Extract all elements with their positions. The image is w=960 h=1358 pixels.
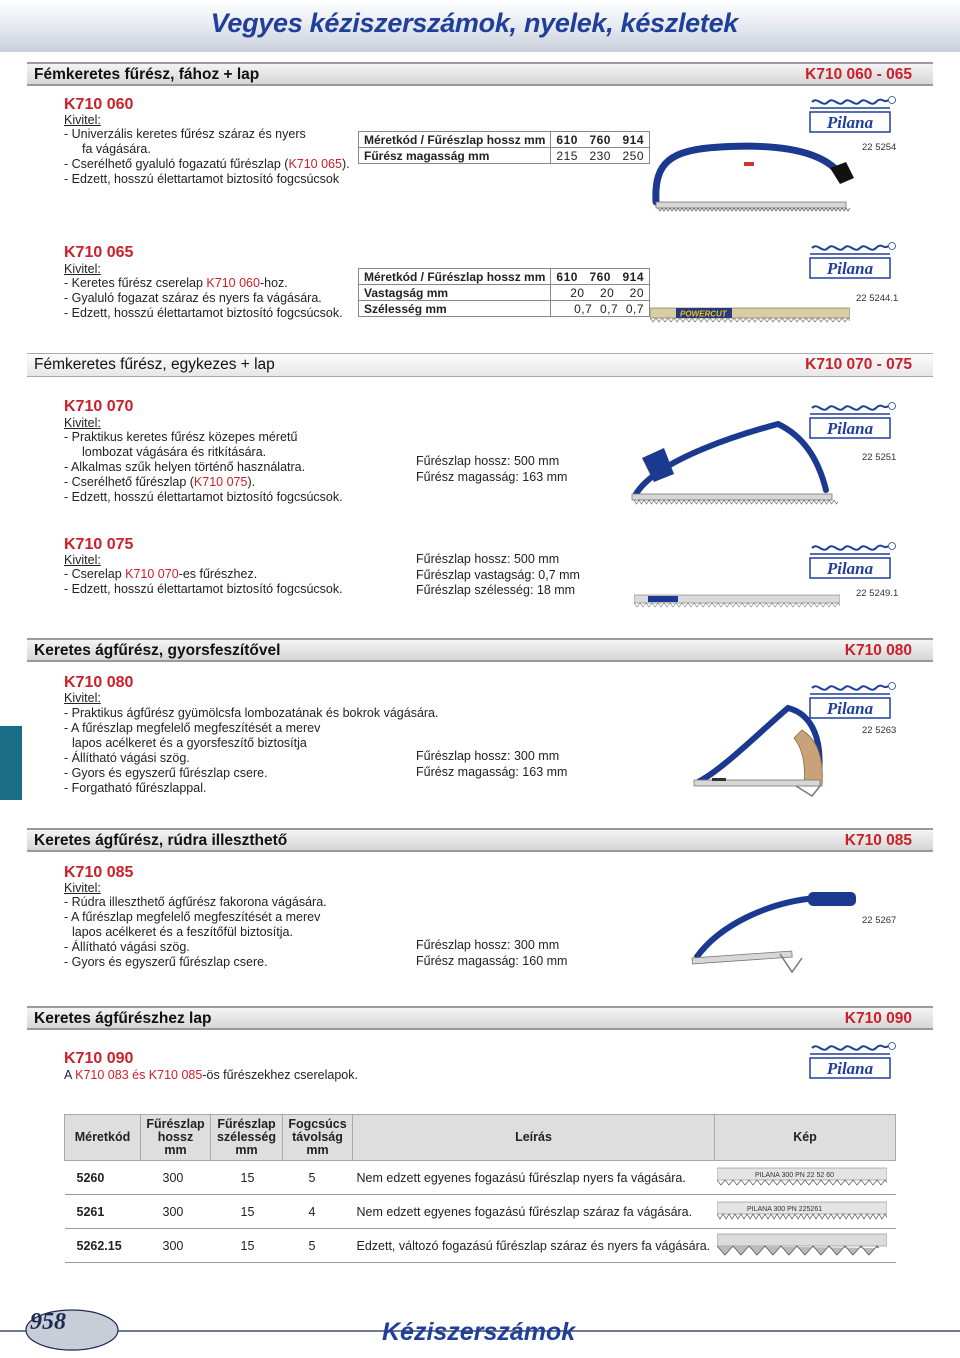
- product-code: K710 065: [64, 244, 134, 261]
- spec-label: Vastagság mm: [359, 285, 551, 301]
- section-header: [27, 638, 933, 662]
- page-number: 958: [30, 1309, 66, 1335]
- product-specs: [416, 938, 567, 969]
- cell-desc: Nem edzett egyenes fogazású fűrészlap száraz fa vágására.: [353, 1195, 715, 1229]
- product-specs: [416, 552, 580, 599]
- table-row: [65, 1195, 896, 1229]
- svg-text:PILANA 300 PN 225261: PILANA 300 PN 225261: [746, 1206, 822, 1213]
- desc-line: - Cserelap K710 070-es fűrészhez.: [64, 567, 258, 581]
- product-ref-number: 22 5251: [862, 452, 897, 463]
- blade-photo: [717, 1165, 887, 1187]
- product-description: [64, 276, 343, 321]
- blade-table: [64, 1114, 896, 1263]
- section-code: K710 080: [844, 642, 912, 659]
- desc-line: - Edzett, hosszú élettartamot biztosító fogcsúcsok.: [64, 582, 343, 596]
- product-description: [64, 127, 350, 187]
- desc-line: fa vágására.: [82, 142, 151, 156]
- section-title: Fémkeretes fűrész, egykezes + lap: [34, 356, 275, 373]
- section-code: K710 090: [844, 1010, 912, 1027]
- col-header: Fűrészlap szélesség mm: [211, 1115, 283, 1161]
- desc-line: - Rúdra illeszthető ágfűrész fakorona vágására.: [64, 895, 327, 909]
- cell-pitch: 5: [283, 1161, 353, 1195]
- spec-label: Méretkód / Fűrészlap hossz mm: [359, 132, 551, 148]
- page-title: Vegyes kéziszerszámok, nyelek, készletek: [210, 8, 738, 38]
- cell-pitch: 4: [283, 1195, 353, 1229]
- desc-line: - Edzett, hosszú élettartamot biztosító fogcsúcsok: [64, 172, 340, 186]
- spec-values: 20 20 20: [551, 285, 650, 301]
- spec-line: Fűrészlap szélesség: 18 mm: [416, 583, 576, 597]
- product-code: K710 090: [64, 1050, 134, 1067]
- spec-values: 610 760 914: [551, 269, 650, 285]
- table-header-row: [65, 1115, 896, 1161]
- spec-values: 215 230 250: [551, 148, 650, 164]
- kivitel-label: Kivitel:: [64, 691, 101, 705]
- cell-desc: Nem edzett egyenes fogazású fűrészlap nyers fa vágására.: [353, 1161, 715, 1195]
- col-header: Leírás: [353, 1115, 715, 1161]
- svg-text:Pilana: Pilana: [826, 259, 874, 278]
- pilana-logo: [806, 680, 896, 726]
- product-specs: [416, 454, 567, 485]
- cell-code: 5262.15: [65, 1229, 141, 1263]
- svg-text:Pilana: Pilana: [826, 699, 874, 718]
- product-ref-number: 22 5249.1: [856, 588, 899, 599]
- product-code: K710 070: [64, 398, 134, 415]
- cell-image: [715, 1195, 896, 1229]
- cell-length: 300: [141, 1229, 211, 1263]
- kivitel-label: Kivitel:: [64, 881, 101, 895]
- desc-line: - Állítható vágási szög.: [64, 751, 190, 765]
- product-ref-number: 22 5254: [862, 142, 897, 153]
- section-header: [27, 1006, 933, 1030]
- product-code: K710 075: [64, 536, 134, 553]
- blade-photo: [717, 1231, 887, 1257]
- spec-line: Fűrész magasság: 163 mm: [416, 764, 568, 779]
- svg-text:Pilana: Pilana: [826, 1059, 874, 1078]
- desc-line: - A fűrészlap megfelelő megfeszítését a merev: [64, 721, 321, 735]
- desc-line: - Praktikus ágfűrész gyümölcsfa lombozatának és bokrok vágására.: [64, 706, 439, 720]
- desc-line: - A fűrészlap megfelelő megfeszítését a merev: [64, 910, 321, 924]
- spec-table: [358, 131, 650, 164]
- side-tab-marker: [0, 726, 22, 800]
- desc-line: - Praktikus keretes fűrész közepes méretű: [64, 430, 298, 444]
- cell-image: [715, 1161, 896, 1195]
- svg-text:Pilana: Pilana: [826, 419, 874, 438]
- spec-values: 0,7 0,7 0,7: [551, 301, 650, 317]
- spec-label: Méretkód / Fűrészlap hossz mm: [359, 269, 551, 285]
- cell-code: 5261: [65, 1195, 141, 1229]
- cell-width: 15: [211, 1229, 283, 1263]
- spec-line: Fűrész magasság: 160 mm: [416, 953, 568, 968]
- cell-width: 15: [211, 1161, 283, 1195]
- table-row: [65, 1161, 896, 1195]
- product-code: K710 085: [64, 864, 134, 881]
- col-header: Fogcsúcs távolság mm: [283, 1115, 353, 1161]
- svg-text:Pilana: Pilana: [826, 559, 874, 578]
- desc-line: lombozat vágására és ritkítására.: [82, 445, 267, 459]
- desc-line: - Univerzális keretes fűrész száraz és nyers: [64, 127, 306, 141]
- table-row: [65, 1229, 896, 1263]
- spec-values: 610 760 914: [551, 132, 650, 148]
- desc-line: - Gyors és egyszerű fűrészlap csere.: [64, 766, 268, 780]
- desc-line: - Keretes fűrész cserelap K710 060-hoz.: [64, 276, 288, 290]
- desc-line: - Cserélhető fűrészlap (K710 075).: [64, 475, 256, 489]
- footer-title: Kéziszerszámok: [382, 1318, 576, 1346]
- desc-line: - Gyaluló fogazat száraz és nyers fa vágására.: [64, 291, 322, 305]
- svg-text:Pilana: Pilana: [826, 113, 874, 132]
- desc-line: - Edzett, hosszú élettartamot biztosító fogcsúcsok.: [64, 490, 343, 504]
- cell-width: 15: [211, 1195, 283, 1229]
- col-header: Fűrészlap hossz mm: [141, 1115, 211, 1161]
- kivitel-label: Kivitel:: [64, 553, 101, 567]
- product-description: [64, 895, 327, 970]
- cell-length: 300: [141, 1161, 211, 1195]
- section-header: [27, 828, 933, 852]
- svg-text:PILANA 300 PN 22 52 60: PILANA 300 PN 22 52 60: [754, 1172, 834, 1179]
- section-code: K710 070 - 075: [805, 356, 912, 373]
- col-header: Méretkód: [65, 1115, 141, 1161]
- product-description: [64, 567, 343, 597]
- blade-image: [650, 304, 850, 324]
- blade-photo: [717, 1199, 887, 1221]
- pole-saw-image: [690, 884, 860, 980]
- section-header: [27, 353, 933, 377]
- blade-image: [634, 592, 840, 608]
- pilana-logo: [806, 240, 896, 286]
- product-description: [64, 430, 343, 505]
- product-description: [64, 706, 438, 796]
- section-header: [27, 62, 933, 86]
- pilana-logo: [806, 94, 896, 140]
- col-header: Kép: [715, 1115, 896, 1161]
- spec-line: Fűrészlap hossz: 500 mm: [416, 454, 560, 468]
- product-ref-link[interactable]: K710 075: [193, 475, 248, 489]
- product-ref-link[interactable]: K710 060: [206, 276, 260, 290]
- spec-label: Fűrész magasság mm: [359, 148, 551, 164]
- product-specs: [416, 749, 567, 780]
- pilana-logo: [806, 540, 896, 586]
- cell-image: [715, 1229, 896, 1263]
- kivitel-label: Kivitel:: [64, 113, 101, 127]
- svg-text:POWERCUT: POWERCUT: [680, 309, 727, 319]
- cell-code: 5260: [65, 1161, 141, 1195]
- desc-line: - Állítható vágási szög.: [64, 940, 190, 954]
- product-code: K710 080: [64, 674, 134, 691]
- spec-line: Fűrész magasság: 163 mm: [416, 469, 568, 484]
- section-title: Fémkeretes fűrész, fához + lap: [34, 66, 260, 83]
- desc-line: lapos acélkeret és a gyorsfeszítő biztosítja: [72, 736, 307, 750]
- cell-desc: Edzett, változó fogazású fűrészlap száraz és nyers fa vágására.: [353, 1229, 715, 1263]
- product-ref-number: 22 5244.1: [856, 293, 899, 304]
- section-title: Keretes ágfűrész, rúdra illeszthető: [34, 832, 288, 849]
- product-ref-number: 22 5267: [862, 915, 897, 926]
- desc-line: - Edzett, hosszú élettartamot biztosító fogcsúcsok.: [64, 306, 343, 320]
- section-title: Keretes ágfűrészhez lap: [34, 1010, 212, 1027]
- spec-table: [358, 268, 650, 317]
- spec-line: Fűrészlap hossz: 500 mm: [416, 552, 560, 566]
- cell-length: 300: [141, 1195, 211, 1229]
- desc-line: - Cserélhető gyaluló fogazatú fűrészlap (K710 065).: [64, 157, 350, 171]
- section-title: Keretes ágfűrész, gyorsfeszítővel: [34, 642, 281, 659]
- desc-line: - Alkalmas szűk helyen történő használatra.: [64, 460, 306, 474]
- section-code: K710 060 - 065: [805, 66, 912, 83]
- kivitel-label: Kivitel:: [64, 262, 101, 276]
- desc-line: - Gyors és egyszerű fűrészlap csere.: [64, 955, 268, 969]
- product-ref-link[interactable]: K710 065: [288, 157, 342, 171]
- product-ref-link[interactable]: K710 070: [125, 567, 179, 581]
- product-ref-link[interactable]: K710 083 és K710 085: [75, 1068, 203, 1082]
- pilana-logo: [806, 1040, 896, 1086]
- cell-pitch: 5: [283, 1229, 353, 1263]
- spec-line: Fűrészlap hossz: 300 mm: [416, 749, 560, 763]
- spec-line: Fűrészlap vastagság: 0,7 mm: [416, 567, 580, 582]
- spec-label: Szélesség mm: [359, 301, 551, 317]
- desc-line: - Forgatható fűrészlappal.: [64, 781, 207, 795]
- kivitel-label: Kivitel:: [64, 416, 101, 430]
- product-code: K710 060: [64, 96, 134, 113]
- desc-line: lapos acélkeret és a feszítőfül biztosítja.: [72, 925, 293, 939]
- product-ref-number: 22 5263: [862, 725, 897, 736]
- spec-line: Fűrészlap hossz: 300 mm: [416, 938, 560, 952]
- pilana-logo: [806, 400, 896, 446]
- product-description: A K710 083 és K710 085-ös fűrészekhez cserelapok.: [64, 1068, 358, 1082]
- section-code: K710 085: [844, 832, 912, 849]
